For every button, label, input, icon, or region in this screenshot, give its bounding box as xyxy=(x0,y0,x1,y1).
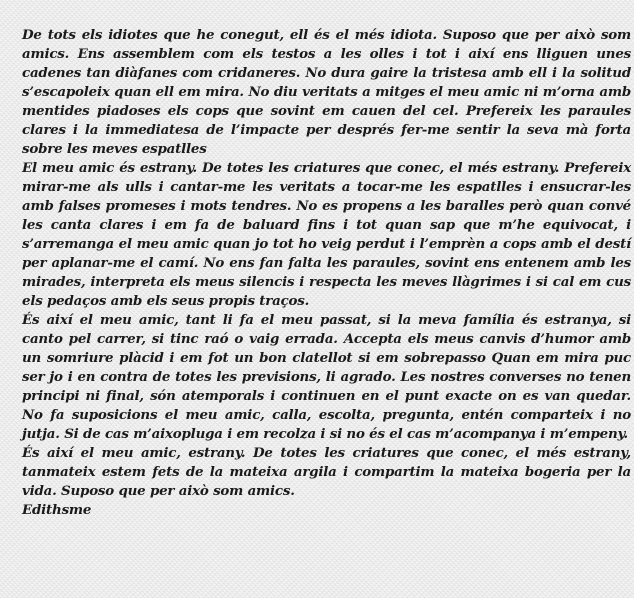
author-signature: Edithsme xyxy=(22,502,92,518)
poem-paragraph-1: De tots els idiotes que he conegut, ell és el més idiota. Suposo que per això som amics. Ens assemblem com els testos a les olles i tot i així ens lliguen unes cadenes tan diàfanes com cridaneres. No dura gaire la tristesa amb ell i la solitud s’escapoleix quan ell em mira. No diu veritats a mitges el meu amic ni m’orna amb mentides piadoses els cops que sovint em cauen del cel. Prefereix les paraules clares i la immediatesa de l’impacte per després fer-me sentir la seva mà forta sobre les meves espatlles xyxy=(22,27,631,157)
poem-paragraph-2: El meu amic és estrany. De totes les criatures que conec, el més estrany. Prefereix mirar-me als ulls i cantar-me les veritats a tocar-me les espatlles i ensucrar-les amb falses promeses i mots tendres. No es propens a les baralles però quan convé les canta clares i em fa de baluard fins i tot quan sap que m’he equivocat, i s’arremanga el meu amic quan jo tot ho veig perdut i l’emprèn a cops amb el destí per aplanar-me el camí. No ens fan falta les paraules, sovint ens entenem amb les mirades, interpreta els meus silencis i respecta les meves llàgrimes i si cal em cus els pedaços amb els seus propis traços. xyxy=(22,160,631,309)
poem-paragraph-4: És així el meu amic, estrany. De totes les criatures que conec, el més estrany, tanmateix estem fets de la mateixa argila i compartim la mateixa bogeria per la vida. Suposo que per això som amics. xyxy=(22,445,631,499)
poem-text xyxy=(22,26,631,520)
poem-paragraph-3: És així el meu amic, tant li fa el meu passat, si la meva família és estranya, si canto pel carrer, si tinc raó o vaig errada. Accepta els meus canvis d’humor amb un somriure plàcid i em fot un bon clatellot si em sobrepasso Quan em mira puc ser jo i en contra de totes les previsions, li agrado. Les nostres converses no tenen principi ni final, són atemporals i continuen en el punt exacte on es van quedar. No fa suposicions el meu amic, calla, escolta, pregunta, entén comparteix i no jutja. Si de cas m’aixopluga i em recolza i si no és el cas m’acompanya i m’empeny. xyxy=(22,312,631,442)
